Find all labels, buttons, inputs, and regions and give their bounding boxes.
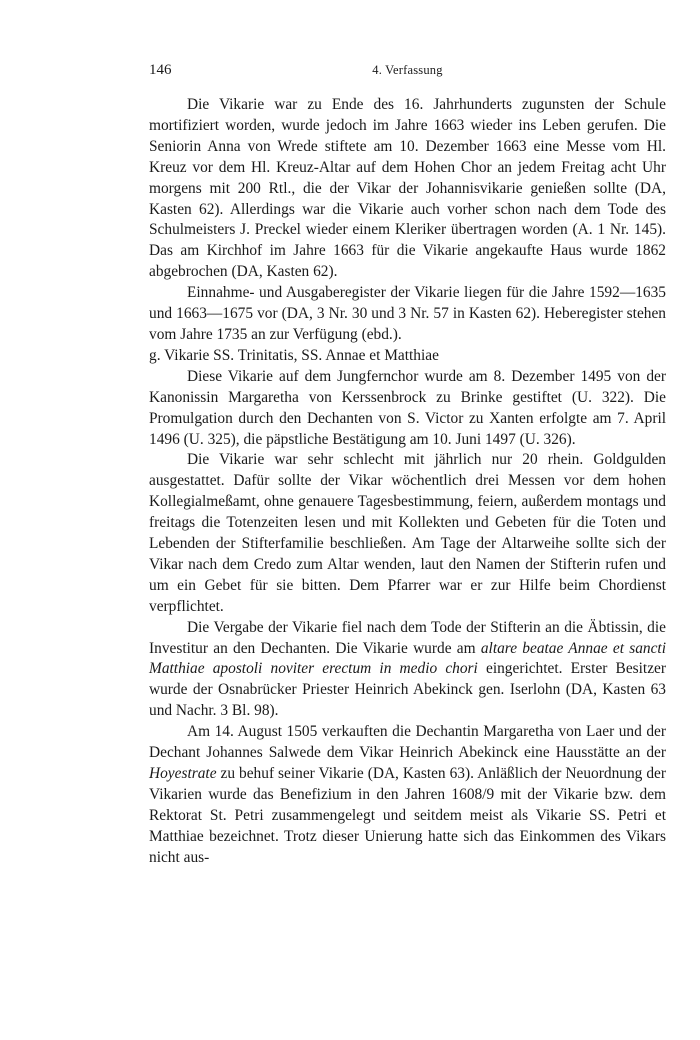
paragraph-endowment: Die Vikarie war sehr schlecht mit jährlich nur 20 rhein. Goldgulden ausgestattet. Dafür sollte der Vikar wöchentlich drei Messen vor dem hohen Kollegialmeßamt, ohne genauere Tagesbestimmung, feiern, außerdem montags und freitags die Totenzeiten lesen und mit Kollekten und Gebeten für die Toten und Lebenden der Stifterfamilie beschließen. Am Tage der Altarweihe sollte sich der Vikar nach dem Credo zum Altar wenden, laut den Namen der Stifterin rufen und um ein Gebet für sie bitten. Dem Pfarrer war er zur Hilfe beim Chordienst verpflichtet. xyxy=(149,451,666,615)
latin-phrase: altare beatae Annae et sancti Matthiae apostoli noviter erectum in medio chori xyxy=(149,639,666,678)
book-page xyxy=(149,62,666,869)
page-body xyxy=(149,95,666,869)
page-header xyxy=(149,62,666,84)
paragraph-registers: Einnahme- und Ausgaberegister der Vikarie liegen für die Jahre 1592—1635 und 1663—1675 vor (DA, 3 Nr. 30 und 3 Nr. 57 in Kasten 62). Heberegister stehen vom Jahre 1735 an zur Verfügung (ebd.). xyxy=(149,284,666,343)
text-run: Am 14. August 1505 verkauften die Dechantin Margaretha von Laer und der Dechant Johannes Salwede dem Vikar Heinrich Abekinck eine Hausstätte an der xyxy=(149,723,666,762)
paragraph-foundation: Diese Vikarie auf dem Jungfernchor wurde am 8. Dezember 1495 von der Kanonissin Margaretha von Kerssenbrock zu Brinke gestiftet (U. 322). Die Promulgation durch den Dechanten von S. Victor zu Xanten erfolgte am 7. April 1496 (U. 325), die päpstliche Bestätigung am 10. Juni 1497 (U. 326). xyxy=(149,367,666,448)
paragraph-conferral xyxy=(149,618,666,723)
text-run: eingerichtet. Erster Besitzer wurde der Osnabrücker Priester Heinrich Abekinck gen. Iserlohn (DA, Kasten 63 und Nachr. 3 Bl. 98). xyxy=(149,660,666,720)
section-heading: g. Vikarie SS. Trinitatis, SS. Annae et Matthiae xyxy=(149,346,439,364)
page-number: 146 xyxy=(149,62,172,78)
paragraph-vikarie-restored: Die Vikarie war zu Ende des 16. Jahrhunderts zugunsten der Schule mortifiziert worden, wurde jedoch im Jahre 1663 wieder ins Leben gerufen. Die Seniorin Anna von Wrede stiftete am 10. Dezember 1663 eine Messe vom Hl. Kreuz vor dem Hl. Kreuz-Altar auf dem Hohen Chor an jedem Freitag acht Uhr morgens mit 200 Rtl., die der Vikar der Johannisvikarie genießen sollte (DA, Kasten 62). Allerdings war die Vikarie auch vorher schon nach dem Tode des Schulmeisters J. Preckel wieder einem Kleriker übertragen worden (A. 1 Nr. 145). Das am Kirchhof im Jahre 1663 für die Vikarie angekaufte Haus wurde 1862 abgebrochen (DA, Kasten 62). xyxy=(149,96,666,281)
text-run: Die Vergabe der Vikarie fiel nach dem Tode der Stifterin an die Äbtissin, die Investitur an den Dechanten. Die Vikarie wurde am xyxy=(149,618,666,657)
text-run: zu behuf seiner Vikarie (DA, Kasten 63). Anläßlich der Neuordnung der Vikarien wurde das Benefizium in den Jahren 1608/9 mit der Vikarie bzw. dem Rektorat St. Petri zusammengelegt und seitdem meist als Vikarie SS. Petri et Matthiae bezeichnet. Trotz dieser Unierung hatte sich das Einkommen des Vikars nicht aus- xyxy=(149,765,666,866)
street-name: Hoyestrate xyxy=(149,765,217,782)
paragraph-house-sale xyxy=(149,722,666,868)
running-head: 4. Verfassung xyxy=(372,63,443,77)
